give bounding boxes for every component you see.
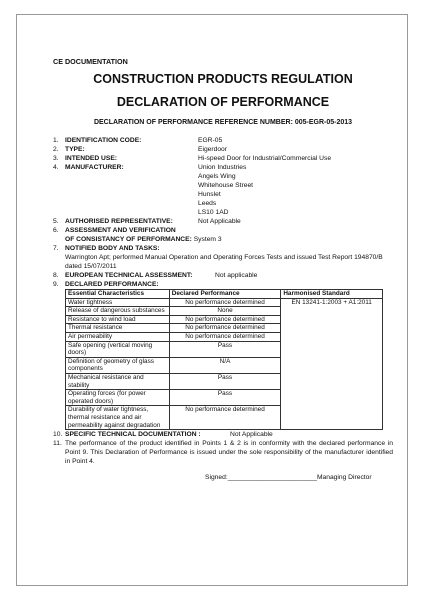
column-header: Harmonised Standard <box>281 290 383 299</box>
address-line: Leeds <box>198 200 217 207</box>
document-page <box>16 14 408 586</box>
item-label: OF CONSISTANCY OF PERFORMANCE: <box>65 236 192 243</box>
item-label: NOTIFIED BODY AND TASKS: <box>65 245 160 252</box>
address-line: Angels Wing <box>198 173 236 180</box>
performance-cell: Pass <box>169 390 281 406</box>
item-intended-use <box>53 154 393 163</box>
performance-cell: No performance determined <box>169 324 281 333</box>
item-number: 3. <box>53 155 59 162</box>
harmonised-standard-cell: EN 13241-1:2003 + A1:2011 <box>281 298 383 430</box>
item-label: DECLARED PERFORMANCE: <box>65 281 159 288</box>
item-conformity-statement <box>53 439 393 466</box>
reference-number: DECLARATION OF PERFORMANCE REFERENCE NUMBER: 005-EGR-05-2013 <box>93 119 353 126</box>
item-label: TYPE: <box>65 146 85 153</box>
item-number: 5. <box>53 218 59 225</box>
item-number: 2. <box>53 146 59 153</box>
performance-cell: N/A <box>169 357 281 373</box>
performance-cell: No performance determined <box>169 298 281 307</box>
characteristic-cell: Release of dangerous substances <box>66 307 170 316</box>
item-value: System 3 <box>193 236 222 243</box>
manufacturer-address <box>198 163 393 217</box>
item-manufacturer <box>53 163 393 217</box>
item-number: 9. <box>53 281 59 288</box>
address-line: Hunslet <box>198 191 221 198</box>
signature-line <box>53 474 393 481</box>
declaration-title: DECLARATION OF PERFORMANCE <box>116 95 330 109</box>
notified-body-text: Warrington Apt; performed Manual Operation and Operating Forces Tests and issued Test Report 194870/B dated 15/07/2011 <box>65 254 383 270</box>
item-value: Not Applicable <box>198 218 241 225</box>
item-identification-code <box>53 136 393 145</box>
item-label: INTENDED USE: <box>65 155 118 162</box>
item-number: 1. <box>53 137 59 144</box>
performance-cell: No performance determined <box>169 315 281 324</box>
item-value: Eigerdoor <box>198 146 227 153</box>
address-line: Union Industries <box>198 164 247 171</box>
item-assessment-verification-line2 <box>53 235 393 244</box>
characteristic-cell: Mechanical resistance and stability <box>66 373 170 389</box>
performance-cell: Pass <box>169 373 281 389</box>
characteristic-cell: Water tightness <box>66 298 170 307</box>
regulation-title: CONSTRUCTION PRODUCTS REGULATION <box>93 72 353 86</box>
signatory-role: Managing Director <box>316 474 372 482</box>
item-value: EGR-05 <box>198 137 223 144</box>
characteristic-cell: Definition of geometry of glass components <box>66 357 170 373</box>
signed-label: Signed: <box>205 474 228 482</box>
item-number: 8. <box>53 272 59 279</box>
item-assessment-verification <box>53 226 393 235</box>
item-label: AUTHORISED REPRESENTATIVE: <box>65 218 173 225</box>
item-number: 4. <box>53 164 59 171</box>
characteristic-cell: Resistance to wind load <box>66 315 170 324</box>
address-line: LS10 1AD <box>198 209 229 216</box>
column-header: Essential Characteristics <box>66 290 170 299</box>
address-line: Whitehouse Street <box>198 182 254 189</box>
item-authorised-representative <box>53 217 393 226</box>
item-value: Hi-speed Door for Industrial/Commercial Use <box>198 155 332 162</box>
column-header: Declared Performance <box>169 290 281 299</box>
characteristic-cell: Safe opening (vertical moving doors) <box>66 341 170 357</box>
item-value: Not applicable <box>215 272 258 279</box>
performance-cell: Pass <box>169 341 281 357</box>
item-label: ASSESSMENT AND VERIFICATION <box>65 227 176 234</box>
performance-table <box>65 289 383 430</box>
characteristic-cell: Operating forces (for power operated doors) <box>66 390 170 406</box>
item-specific-technical-documentation <box>53 430 393 439</box>
ce-documentation-heading: CE DOCUMENTATION <box>53 57 128 66</box>
conformity-text: The performance of the product identified in Points 1 & 2 is in conformity with the declared performance in Point 9. This Declaration of Performance is issued under the sole responsibility of the manufacturer identified in Point 4. <box>65 440 393 466</box>
item-number: 6. <box>53 227 59 234</box>
item-notified-body <box>53 244 393 253</box>
performance-cell: None <box>169 307 281 316</box>
item-european-technical-assessment <box>53 271 393 280</box>
signature-blank: ________________________ <box>227 474 317 482</box>
characteristic-cell: Thermal resistance <box>66 324 170 333</box>
item-label: IDENTIFICATION CODE: <box>65 137 142 144</box>
characteristic-cell: Air permeability <box>66 332 170 341</box>
document-content <box>53 57 393 481</box>
item-label: SPECIFIC TECHNICAL DOCUMENTATION : <box>65 431 201 439</box>
item-label: EUROPEAN TECHNICAL ASSESSMENT: <box>65 272 193 279</box>
item-label: MANUFACTURER: <box>65 164 124 171</box>
item-number: 7. <box>53 245 59 252</box>
table-header-row <box>66 290 383 299</box>
item-number: 10. <box>53 431 63 439</box>
item-type <box>53 145 393 154</box>
characteristic-cell: Durability of water tightness, thermal resistance and air permeability against degradation <box>66 406 170 430</box>
item-number: 11. <box>53 440 62 448</box>
performance-cell: No performance determined <box>169 406 281 430</box>
table-row <box>66 298 383 307</box>
item-value: Not Applicable <box>230 431 273 439</box>
performance-cell: No performance determined <box>169 332 281 341</box>
item-declared-performance <box>53 280 393 289</box>
